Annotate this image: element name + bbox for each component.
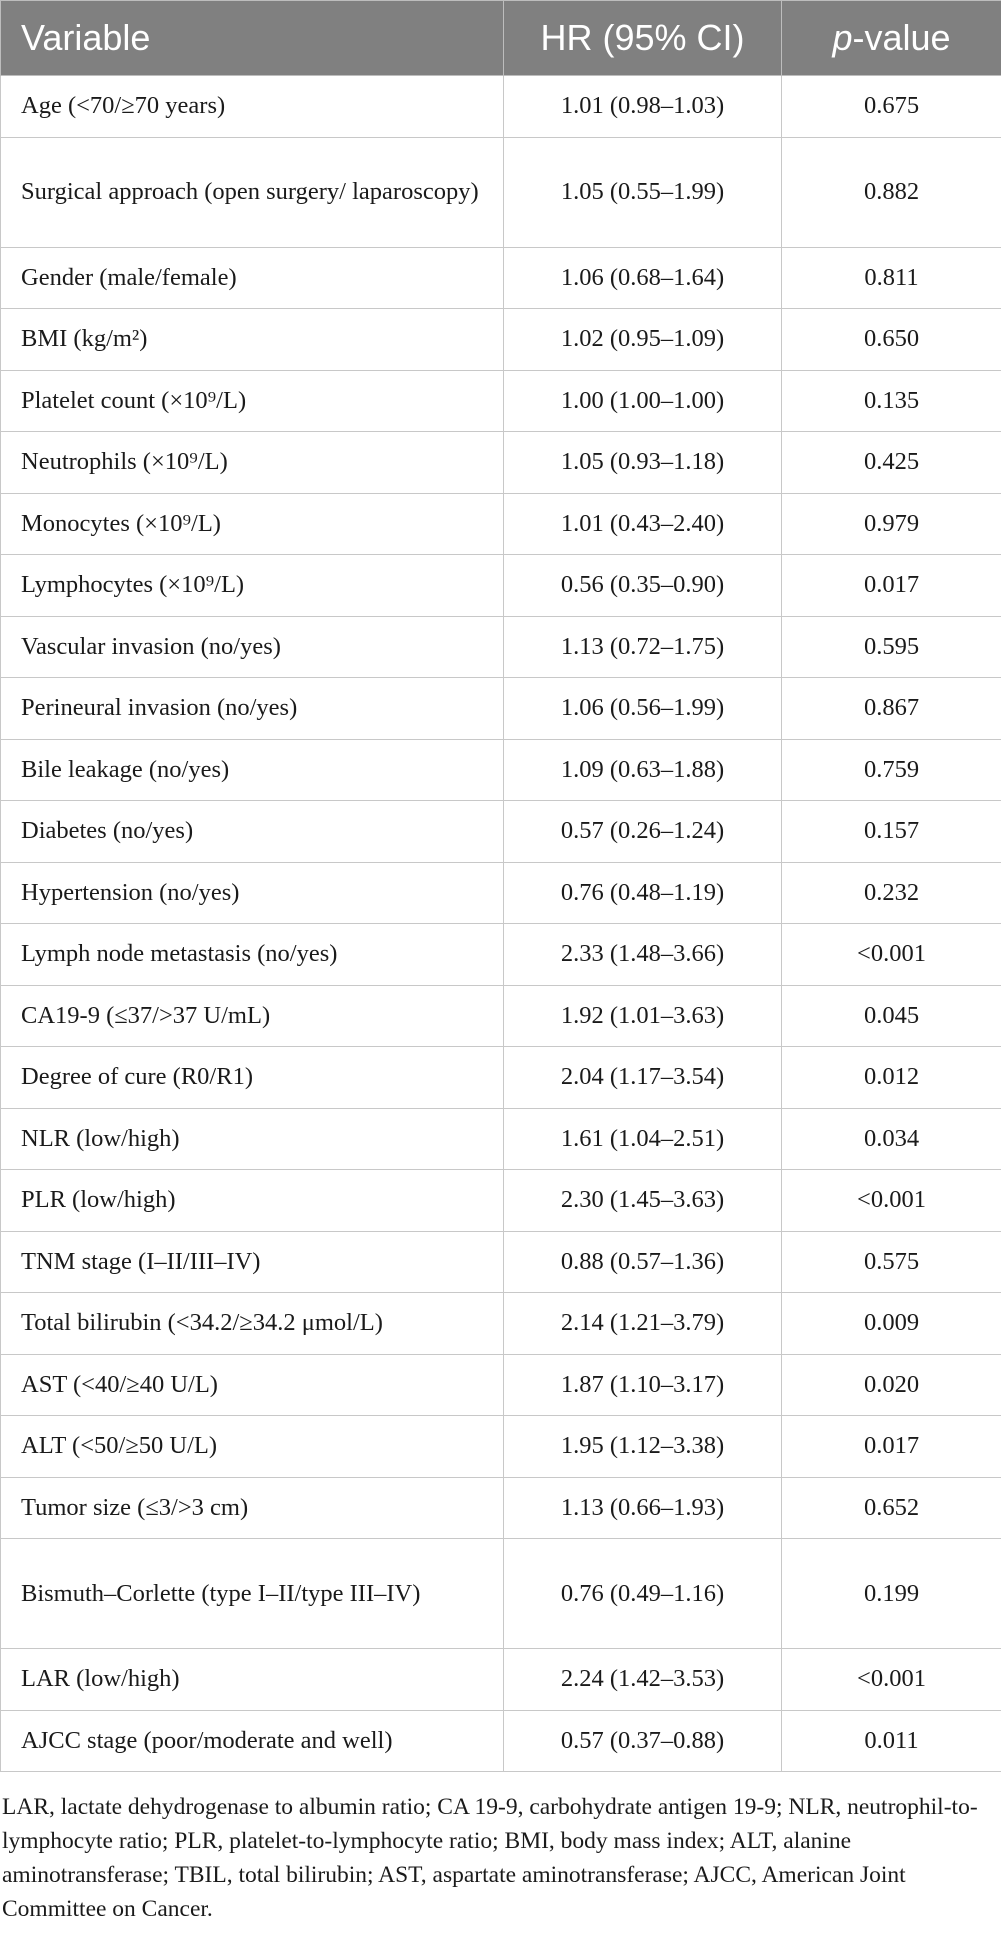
table-row: [1, 247, 1001, 309]
cell-hr: 1.87 (1.10–3.17): [504, 1354, 782, 1416]
cell-variable: Perineural invasion (no/yes): [1, 678, 504, 740]
cell-hr: 1.13 (0.66–1.93): [504, 1477, 782, 1539]
cell-p-value: 0.011: [782, 1710, 1001, 1772]
cell-hr: 1.06 (0.56–1.99): [504, 678, 782, 740]
cell-p-value: 0.199: [782, 1539, 1001, 1649]
table-header: [1, 1, 1001, 76]
cell-hr: 1.01 (0.43–2.40): [504, 493, 782, 555]
cell-hr: 1.05 (0.55–1.99): [504, 137, 782, 247]
cell-variable: Gender (male/female): [1, 247, 504, 309]
cell-p-value: 0.232: [782, 862, 1001, 924]
cell-p-value: 0.135: [782, 370, 1001, 432]
cell-variable: AJCC stage (poor/moderate and well): [1, 1710, 504, 1772]
table-row: [1, 985, 1001, 1047]
cell-p-value: 0.017: [782, 555, 1001, 617]
cell-variable: CA19-9 (≤37/>37 U/mL): [1, 985, 504, 1047]
table-row: [1, 493, 1001, 555]
cell-p-value: 0.595: [782, 616, 1001, 678]
cell-p-value: 0.979: [782, 493, 1001, 555]
cell-hr: 0.88 (0.57–1.36): [504, 1231, 782, 1293]
cell-variable: Vascular invasion (no/yes): [1, 616, 504, 678]
cell-variable: Hypertension (no/yes): [1, 862, 504, 924]
cell-variable: Bismuth–Corlette (type I–II/type III–IV): [1, 1539, 504, 1649]
cell-p-value: 0.759: [782, 739, 1001, 801]
cell-variable: Bile leakage (no/yes): [1, 739, 504, 801]
table-row: [1, 1047, 1001, 1109]
table-row: [1, 370, 1001, 432]
table-row: [1, 1108, 1001, 1170]
cell-p-value: 0.020: [782, 1354, 1001, 1416]
table-row: [1, 1710, 1001, 1772]
cell-variable: Surgical approach (open surgery/ laparoscopy): [1, 137, 504, 247]
cell-variable: Platelet count (×10⁹/L): [1, 370, 504, 432]
header-hr: HR (95% CI): [504, 1, 782, 76]
table-row: [1, 616, 1001, 678]
cell-p-value: 0.045: [782, 985, 1001, 1047]
cell-hr: 1.13 (0.72–1.75): [504, 616, 782, 678]
cell-p-value: 0.650: [782, 309, 1001, 371]
table-row: [1, 137, 1001, 247]
table-row: [1, 1170, 1001, 1232]
cell-variable: LAR (low/high): [1, 1649, 504, 1711]
cell-hr: 1.02 (0.95–1.09): [504, 309, 782, 371]
cell-p-value: <0.001: [782, 1170, 1001, 1232]
header-p-italic: p: [832, 17, 853, 58]
table-row: [1, 1354, 1001, 1416]
cell-variable: Lymphocytes (×10⁹/L): [1, 555, 504, 617]
cell-hr: 2.14 (1.21–3.79): [504, 1293, 782, 1355]
cell-p-value: 0.009: [782, 1293, 1001, 1355]
table-row: [1, 678, 1001, 740]
cell-hr: 1.92 (1.01–3.63): [504, 985, 782, 1047]
cell-hr: 1.05 (0.93–1.18): [504, 432, 782, 494]
cell-variable: Neutrophils (×10⁹/L): [1, 432, 504, 494]
cell-hr: 2.24 (1.42–3.53): [504, 1649, 782, 1711]
cell-p-value: 0.017: [782, 1416, 1001, 1478]
cell-variable: BMI (kg/m²): [1, 309, 504, 371]
table-row: [1, 1231, 1001, 1293]
cell-variable: Lymph node metastasis (no/yes): [1, 924, 504, 986]
table-row: [1, 432, 1001, 494]
cell-variable: Diabetes (no/yes): [1, 801, 504, 863]
cell-hr: 1.01 (0.98–1.03): [504, 76, 782, 138]
cell-hr: 0.76 (0.49–1.16): [504, 1539, 782, 1649]
cell-hr: 1.00 (1.00–1.00): [504, 370, 782, 432]
cell-variable: Total bilirubin (<34.2/≥34.2 μmol/L): [1, 1293, 504, 1355]
table-row: [1, 924, 1001, 986]
cell-p-value: 0.675: [782, 76, 1001, 138]
cell-variable: ALT (<50/≥50 U/L): [1, 1416, 504, 1478]
table-row: [1, 1649, 1001, 1711]
cell-p-value: <0.001: [782, 1649, 1001, 1711]
cell-p-value: 0.425: [782, 432, 1001, 494]
table-row: [1, 1416, 1001, 1478]
table-body: [1, 76, 1001, 1772]
table-row: [1, 76, 1001, 138]
table-row: [1, 801, 1001, 863]
cell-p-value: 0.157: [782, 801, 1001, 863]
cell-p-value: 0.034: [782, 1108, 1001, 1170]
table-row: [1, 555, 1001, 617]
cell-variable: NLR (low/high): [1, 1108, 504, 1170]
table-row: [1, 1477, 1001, 1539]
table-row: [1, 309, 1001, 371]
cell-p-value: 0.575: [782, 1231, 1001, 1293]
table-row: [1, 1539, 1001, 1649]
cell-p-value: 0.882: [782, 137, 1001, 247]
cell-hr: 2.30 (1.45–3.63): [504, 1170, 782, 1232]
cell-variable: PLR (low/high): [1, 1170, 504, 1232]
cell-hr: 0.57 (0.37–0.88): [504, 1710, 782, 1772]
cell-variable: TNM stage (I–II/III–IV): [1, 1231, 504, 1293]
cell-p-value: 0.652: [782, 1477, 1001, 1539]
cell-p-value: 0.012: [782, 1047, 1001, 1109]
cell-hr: 0.57 (0.26–1.24): [504, 801, 782, 863]
cell-hr: 2.33 (1.48–3.66): [504, 924, 782, 986]
table-row: [1, 1293, 1001, 1355]
cell-p-value: <0.001: [782, 924, 1001, 986]
header-variable: Variable: [1, 1, 504, 76]
cell-hr: 1.95 (1.12–3.38): [504, 1416, 782, 1478]
cell-p-value: 0.867: [782, 678, 1001, 740]
table-row: [1, 739, 1001, 801]
cell-variable: Tumor size (≤3/>3 cm): [1, 1477, 504, 1539]
table-footnote: LAR, lactate dehydrogenase to albumin ratio; CA 19-9, carbohydrate antigen 19-9; NLR, neutrophil-to-lymphocyte ratio; PLR, platelet-to-lymphocyte ratio; BMI, body mass index; ALT, alanine aminotransferase; TBIL, total bilirubin; AST, aspartate aminotransferase; AJCC, American Joint Committee on Cancer.: [2, 1794, 978, 1922]
table-row: [1, 862, 1001, 924]
cell-hr: 2.04 (1.17–3.54): [504, 1047, 782, 1109]
cell-hr: 1.61 (1.04–2.51): [504, 1108, 782, 1170]
cell-variable: Age (<70/≥70 years): [1, 76, 504, 138]
cell-hr: 1.06 (0.68–1.64): [504, 247, 782, 309]
cell-variable: Degree of cure (R0/R1): [1, 1047, 504, 1109]
header-p-rest: -value: [852, 17, 951, 58]
cell-variable: AST (<40/≥40 U/L): [1, 1354, 504, 1416]
cell-variable: Monocytes (×10⁹/L): [1, 493, 504, 555]
cell-hr: 0.56 (0.35–0.90): [504, 555, 782, 617]
cell-hr: 0.76 (0.48–1.19): [504, 862, 782, 924]
header-p-value: [782, 1, 1001, 76]
cell-p-value: 0.811: [782, 247, 1001, 309]
cell-hr: 1.09 (0.63–1.88): [504, 739, 782, 801]
